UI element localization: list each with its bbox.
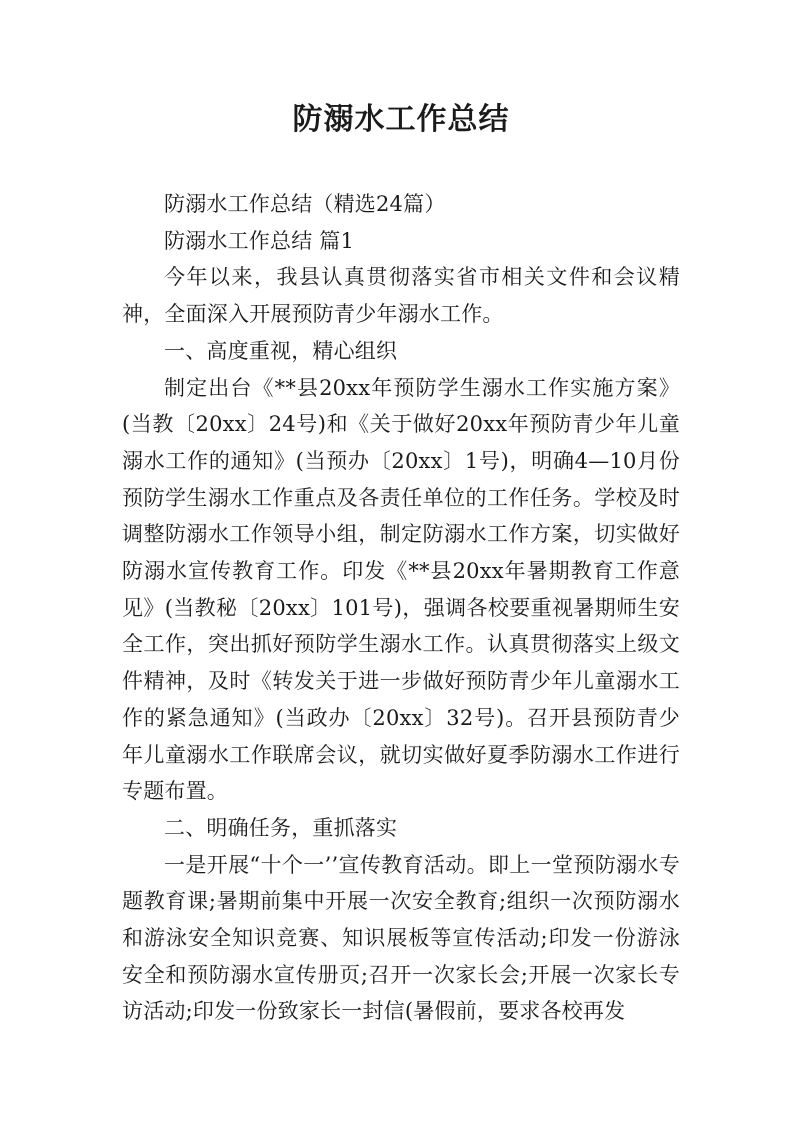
- paragraph-section-2-body: 一是开展“十个一’’宣传教育活动。即上一堂预防溺水专题教育课;暑期前集中开展一次安全教育;组织一次预防溺水和游泳安全知识竞赛、知识展板等宣传活动;印发一份游泳安全和预防溺水宣传册页;召开一次家长会;开展一次家长专访活动;印发一份致家长一封信(暑假前，要求各校再发: [122, 852, 680, 1024]
- document-body: [122, 186, 680, 1030]
- paragraph-section-1-body: 制定出台《**县20xx年预防学生溺水工作实施方案》(当教〔20xx〕24号)和《关于做好20xx年预防青少年儿童溺水工作的通知》(当预办〔20xx〕1号)，明确4—10月份预防学生溺水工作重点及各责任单位的工作任务。学校及时调整防溺水工作领导小组，制定防溺水工作方案，切实做好防溺水宣传教育工作。印发《**县20xx年暑期教育工作意见》(当教秘〔20xx〕101号)，强调各校要重视暑期师生安全工作，突出抓好预防学生溺水工作。认真贯彻落实上级文件精神，及时《转发关于进一步做好预防青少年儿童溺水工作的紧急通知》(当政办〔20xx〕32号)。召开县预防青少年儿童溺水工作联席会议，就切实做好夏季防溺水工作进行专题布置。: [122, 375, 680, 804]
- paragraph-intro: 今年以来，我县认真贯彻落实省市相关文件和会议精神，全面深入开展预防青少年溺水工作。: [122, 265, 680, 327]
- paragraph-subtitle: 防溺水工作总结（精选24篇）: [164, 192, 446, 216]
- paragraph-section-label: 防溺水工作总结 篇1: [164, 228, 355, 253]
- document-title: 防溺水工作总结: [292, 102, 510, 137]
- heading-section-1: 一、高度重视，精心组织: [164, 338, 398, 363]
- heading-section-2: 二、明确任务，重抓落实: [164, 815, 398, 840]
